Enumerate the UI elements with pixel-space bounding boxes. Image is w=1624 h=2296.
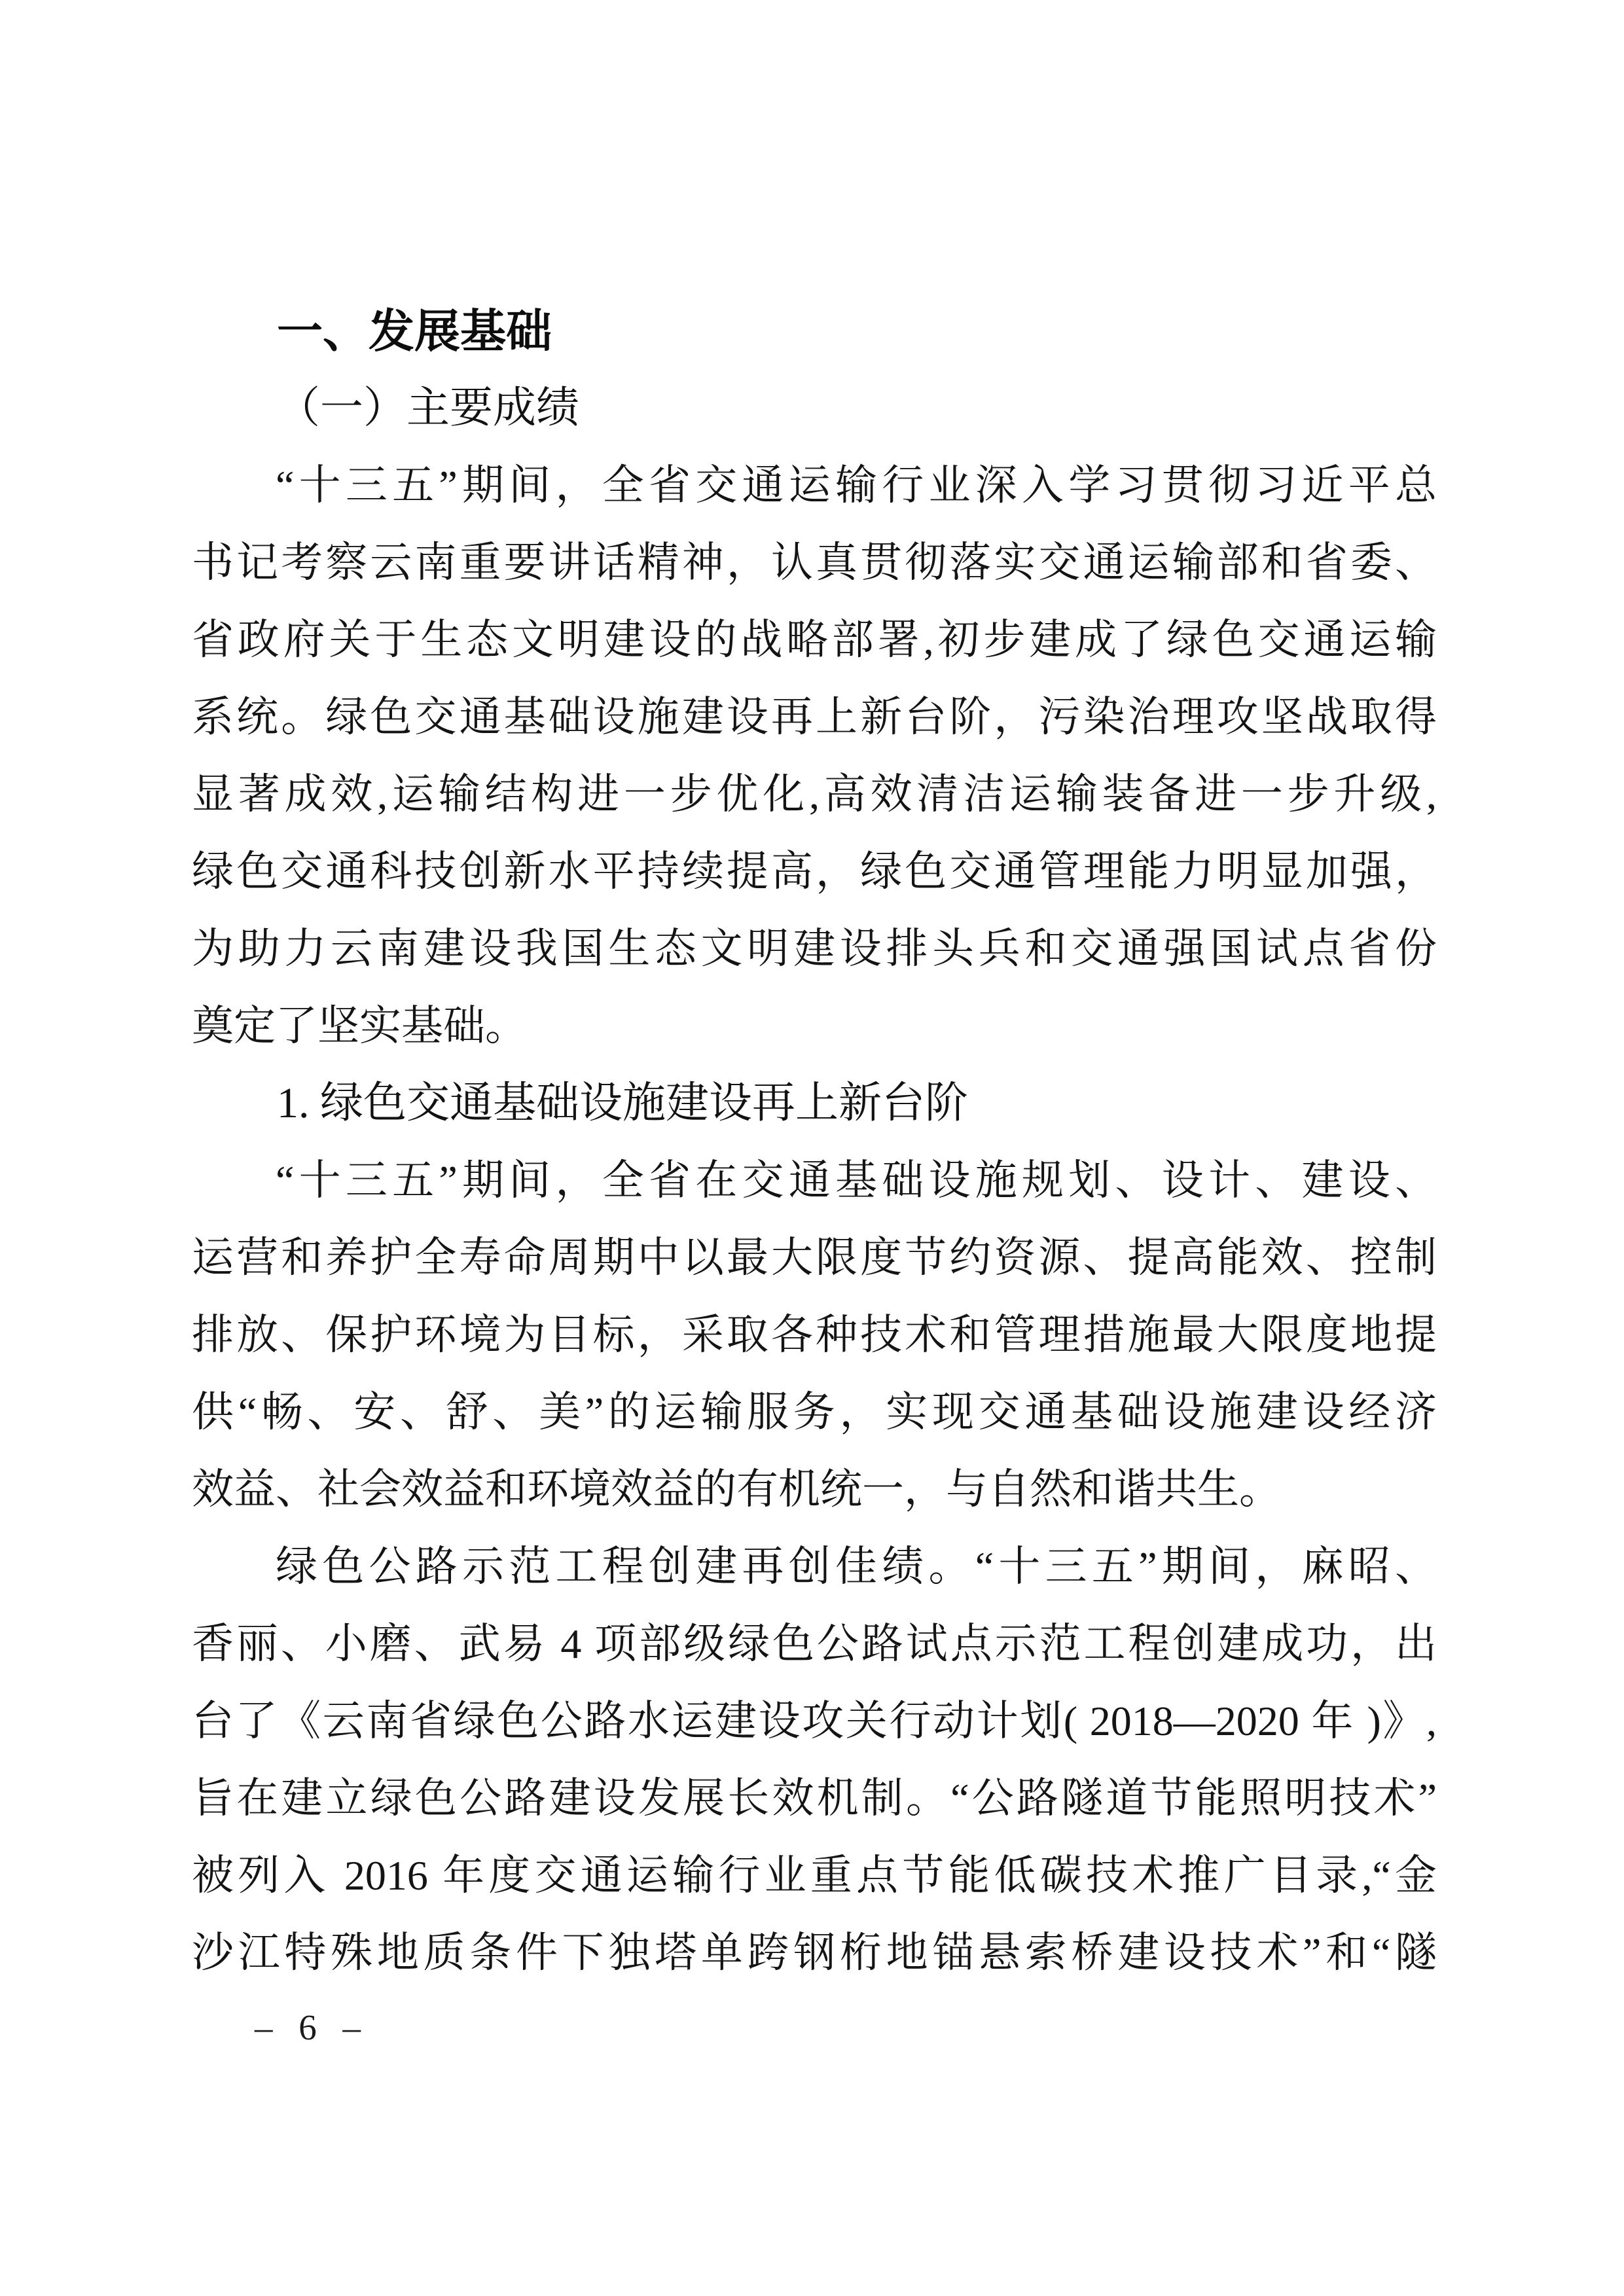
paragraph-3-line-1: 绿色公路示范工程创建再创佳绩。“十三五”期间，麻昭、 [276,1543,1437,1590]
paragraph-1-line-4: 系统。绿色交通基础设施建设再上新台阶，污染治理攻坚战取得 [192,694,1437,740]
paragraph-3-line-2: 香丽、小磨、武易 4 项部级绿色公路试点示范工程创建成功，出 [192,1621,1437,1667]
paragraph-1-line-3: 省政府关于生态文明建设的战略部署,初步建成了绿色交通运输 [192,617,1437,663]
paragraph-3-line-3: 台了《云南省绿色公路水运建设攻关行动计划( 2018—2020 年 )》, [192,1698,1437,1744]
paragraph-2-line-2: 运营和养护全寿命周期中以最大限度节约资源、提高能效、控制 [192,1234,1437,1281]
subsection-heading: （一）主要成绩 [277,384,579,432]
paragraph-3-line-4: 旨在建立绿色公路建设发展长效机制。“公路隧道节能照明技术” [192,1775,1437,1821]
paragraph-2-line-3: 排放、保护环境为目标，采取各种技术和管理措施最大限度地提 [192,1312,1437,1358]
paragraph-2-line-5: 效益、社会效益和环境效益的有机统一，与自然和谐共生。 [192,1466,1281,1513]
paragraph-1-line-2: 书记考察云南重要讲话精神，认真贯彻落实交通运输部和省委、 [192,539,1437,586]
paragraph-3-line-6: 沙江特殊地质条件下独塔单跨钢桁地锚悬索桥建设技术”和“隧 [192,1929,1437,1976]
paragraph-1-line-5: 显著成效,运输结构进一步优化,高效清洁运输装备进一步升级, [192,771,1437,817]
paragraph-1-line-8: 奠定了坚实基础。 [192,1003,527,1049]
numbered-subheading: 1. 绿色交通基础设施建设再上新台阶 [277,1079,968,1127]
paragraph-2-line-4: 供“畅、安、舒、美”的运输服务，实现交通基础设施建设经济 [192,1389,1437,1435]
paragraph-1-line-7: 为助力云南建设我国生态文明建设排头兵和交通强国试点省份 [192,925,1437,972]
page-footer [255,2001,361,2054]
document-body [192,293,1437,1992]
paragraph-2-line-1: “十三五”期间，全省在交通基础设施规划、设计、建设、 [276,1157,1437,1204]
paragraph-3-line-5: 被列入 2016 年度交通运输行业重点节能低碳技术推广目录,“金 [192,1852,1437,1899]
paragraph-1-line-6: 绿色交通科技创新水平持续提高，绿色交通管理能力明显加强， [192,848,1437,895]
page-number: – 6 – [255,2007,361,2047]
paragraph-1-line-1: “十三五”期间，全省交通运输行业深入学习贯彻习近平总 [276,462,1437,509]
section-heading: 一、发展基础 [277,306,552,357]
